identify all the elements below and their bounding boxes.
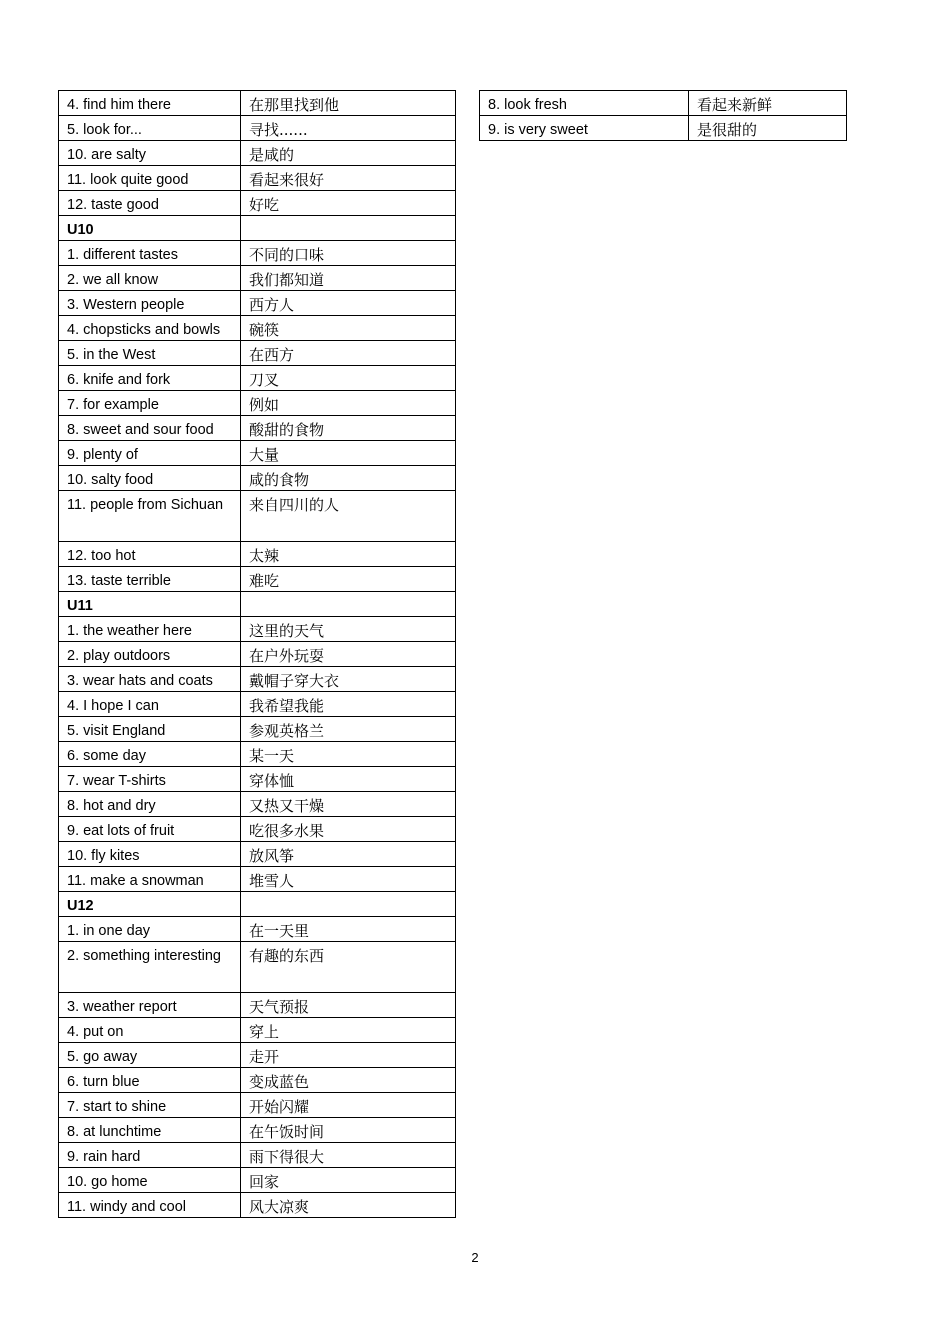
unit-heading: U12 [59,892,241,917]
english-phrase: 13. taste terrible [59,567,241,592]
chinese-translation [241,592,456,617]
table-row [59,1168,456,1193]
english-phrase: 3. wear hats and coats [59,667,241,692]
english-phrase: 9. eat lots of fruit [59,817,241,842]
table-row [59,1118,456,1143]
chinese-translation: 看起来新鲜 [689,91,847,116]
table-row [59,567,456,592]
chinese-translation: 变成蓝色 [241,1068,456,1093]
english-phrase: 3. weather report [59,993,241,1018]
chinese-translation: 走开 [241,1043,456,1068]
unit-heading: U11 [59,592,241,617]
english-phrase: 6. turn blue [59,1068,241,1093]
english-phrase: 4. put on [59,1018,241,1043]
english-phrase: 4. I hope I can [59,692,241,717]
table-row [480,91,847,116]
english-phrase: 11. make a snowman [59,867,241,892]
table-row [59,867,456,892]
table-row [59,917,456,942]
table-row [59,993,456,1018]
english-phrase: 9. rain hard [59,1143,241,1168]
table-row [59,742,456,767]
table-row [59,1143,456,1168]
chinese-translation: 好吃 [241,191,456,216]
table-row [59,341,456,366]
english-phrase: 2. we all know [59,266,241,291]
english-phrase: 8. look fresh [480,91,689,116]
table-row [59,91,456,116]
chinese-translation: 回家 [241,1168,456,1193]
chinese-translation: 戴帽子穿大衣 [241,667,456,692]
chinese-translation: 西方人 [241,291,456,316]
table-row [59,116,456,141]
chinese-translation: 有趣的东西 [241,942,456,993]
chinese-translation: 我们都知道 [241,266,456,291]
chinese-translation: 不同的口味 [241,241,456,266]
unit-heading-row [59,892,456,917]
english-phrase: 2. play outdoors [59,642,241,667]
table-row [59,767,456,792]
chinese-translation: 太辣 [241,542,456,567]
english-phrase: 5. look for... [59,116,241,141]
chinese-translation: 在西方 [241,341,456,366]
chinese-translation: 我希望我能 [241,692,456,717]
english-phrase: 8. hot and dry [59,792,241,817]
english-phrase: 8. sweet and sour food [59,416,241,441]
chinese-translation: 碗筷 [241,316,456,341]
english-phrase: 7. start to shine [59,1093,241,1118]
table-row [59,166,456,191]
table-row [59,416,456,441]
table-row [59,241,456,266]
table-row [59,1193,456,1218]
english-phrase: 10. go home [59,1168,241,1193]
english-phrase: 2. something interesting [59,942,241,993]
english-phrase: 8. at lunchtime [59,1118,241,1143]
english-phrase: 10. salty food [59,466,241,491]
table-row [59,491,456,542]
table-row [59,266,456,291]
chinese-translation: 来自四川的人 [241,491,456,542]
vocabulary-table-left [58,90,456,1218]
table-row [59,792,456,817]
table-row [59,191,456,216]
chinese-translation: 酸甜的食物 [241,416,456,441]
chinese-translation: 放风筝 [241,842,456,867]
english-phrase: 1. in one day [59,917,241,942]
english-phrase: 1. different tastes [59,241,241,266]
chinese-translation: 在那里找到他 [241,91,456,116]
english-phrase: 11. windy and cool [59,1193,241,1218]
chinese-translation: 堆雪人 [241,867,456,892]
chinese-translation: 在午饭时间 [241,1118,456,1143]
table-row [59,1068,456,1093]
chinese-translation: 在一天里 [241,917,456,942]
english-phrase: 9. is very sweet [480,116,689,141]
chinese-translation [241,892,456,917]
table-row [59,817,456,842]
english-phrase: 5. in the West [59,341,241,366]
chinese-translation: 这里的天气 [241,617,456,642]
english-phrase: 11. people from Sichuan [59,491,241,542]
table-row [59,717,456,742]
chinese-translation: 大量 [241,441,456,466]
english-phrase: 9. plenty of [59,441,241,466]
table-row [59,692,456,717]
table-row [59,391,456,416]
chinese-translation: 天气预报 [241,993,456,1018]
english-phrase: 7. for example [59,391,241,416]
english-phrase: 11. look quite good [59,166,241,191]
table-row [59,366,456,391]
chinese-translation: 参观英格兰 [241,717,456,742]
chinese-translation: 看起来很好 [241,166,456,191]
table-row [59,667,456,692]
table-row [59,441,456,466]
table-row [59,1043,456,1068]
chinese-translation: 某一天 [241,742,456,767]
chinese-translation: 是很甜的 [689,116,847,141]
chinese-translation: 穿上 [241,1018,456,1043]
chinese-translation: 难吃 [241,567,456,592]
unit-heading-row [59,216,456,241]
english-phrase: 7. wear T-shirts [59,767,241,792]
chinese-translation: 开始闪耀 [241,1093,456,1118]
table-row [59,1018,456,1043]
table-row [59,1093,456,1118]
chinese-translation [241,216,456,241]
page-number: 2 [471,1250,479,1265]
english-phrase: 3. Western people [59,291,241,316]
english-phrase: 4. find him there [59,91,241,116]
english-phrase: 10. fly kites [59,842,241,867]
english-phrase: 6. some day [59,742,241,767]
english-phrase: 5. go away [59,1043,241,1068]
table-row [59,542,456,567]
table-row [59,291,456,316]
chinese-translation: 吃很多水果 [241,817,456,842]
english-phrase: 12. taste good [59,191,241,216]
chinese-translation: 刀叉 [241,366,456,391]
chinese-translation: 穿体恤 [241,767,456,792]
unit-heading: U10 [59,216,241,241]
english-phrase: 5. visit England [59,717,241,742]
table-row [59,617,456,642]
table-row [480,116,847,141]
english-phrase: 12. too hot [59,542,241,567]
english-phrase: 4. chopsticks and bowls [59,316,241,341]
chinese-translation: 咸的食物 [241,466,456,491]
table-row [59,942,456,993]
chinese-translation: 寻找...... [241,116,456,141]
english-phrase: 6. knife and fork [59,366,241,391]
chinese-translation: 雨下得很大 [241,1143,456,1168]
english-phrase: 10. are salty [59,141,241,166]
table-row [59,466,456,491]
chinese-translation: 在户外玩耍 [241,642,456,667]
table-row [59,642,456,667]
chinese-translation: 又热又干燥 [241,792,456,817]
table-row [59,316,456,341]
table-row [59,842,456,867]
english-phrase: 1. the weather here [59,617,241,642]
vocabulary-table-right [479,90,847,141]
chinese-translation: 风大凉爽 [241,1193,456,1218]
chinese-translation: 例如 [241,391,456,416]
chinese-translation: 是咸的 [241,141,456,166]
unit-heading-row [59,592,456,617]
table-row [59,141,456,166]
